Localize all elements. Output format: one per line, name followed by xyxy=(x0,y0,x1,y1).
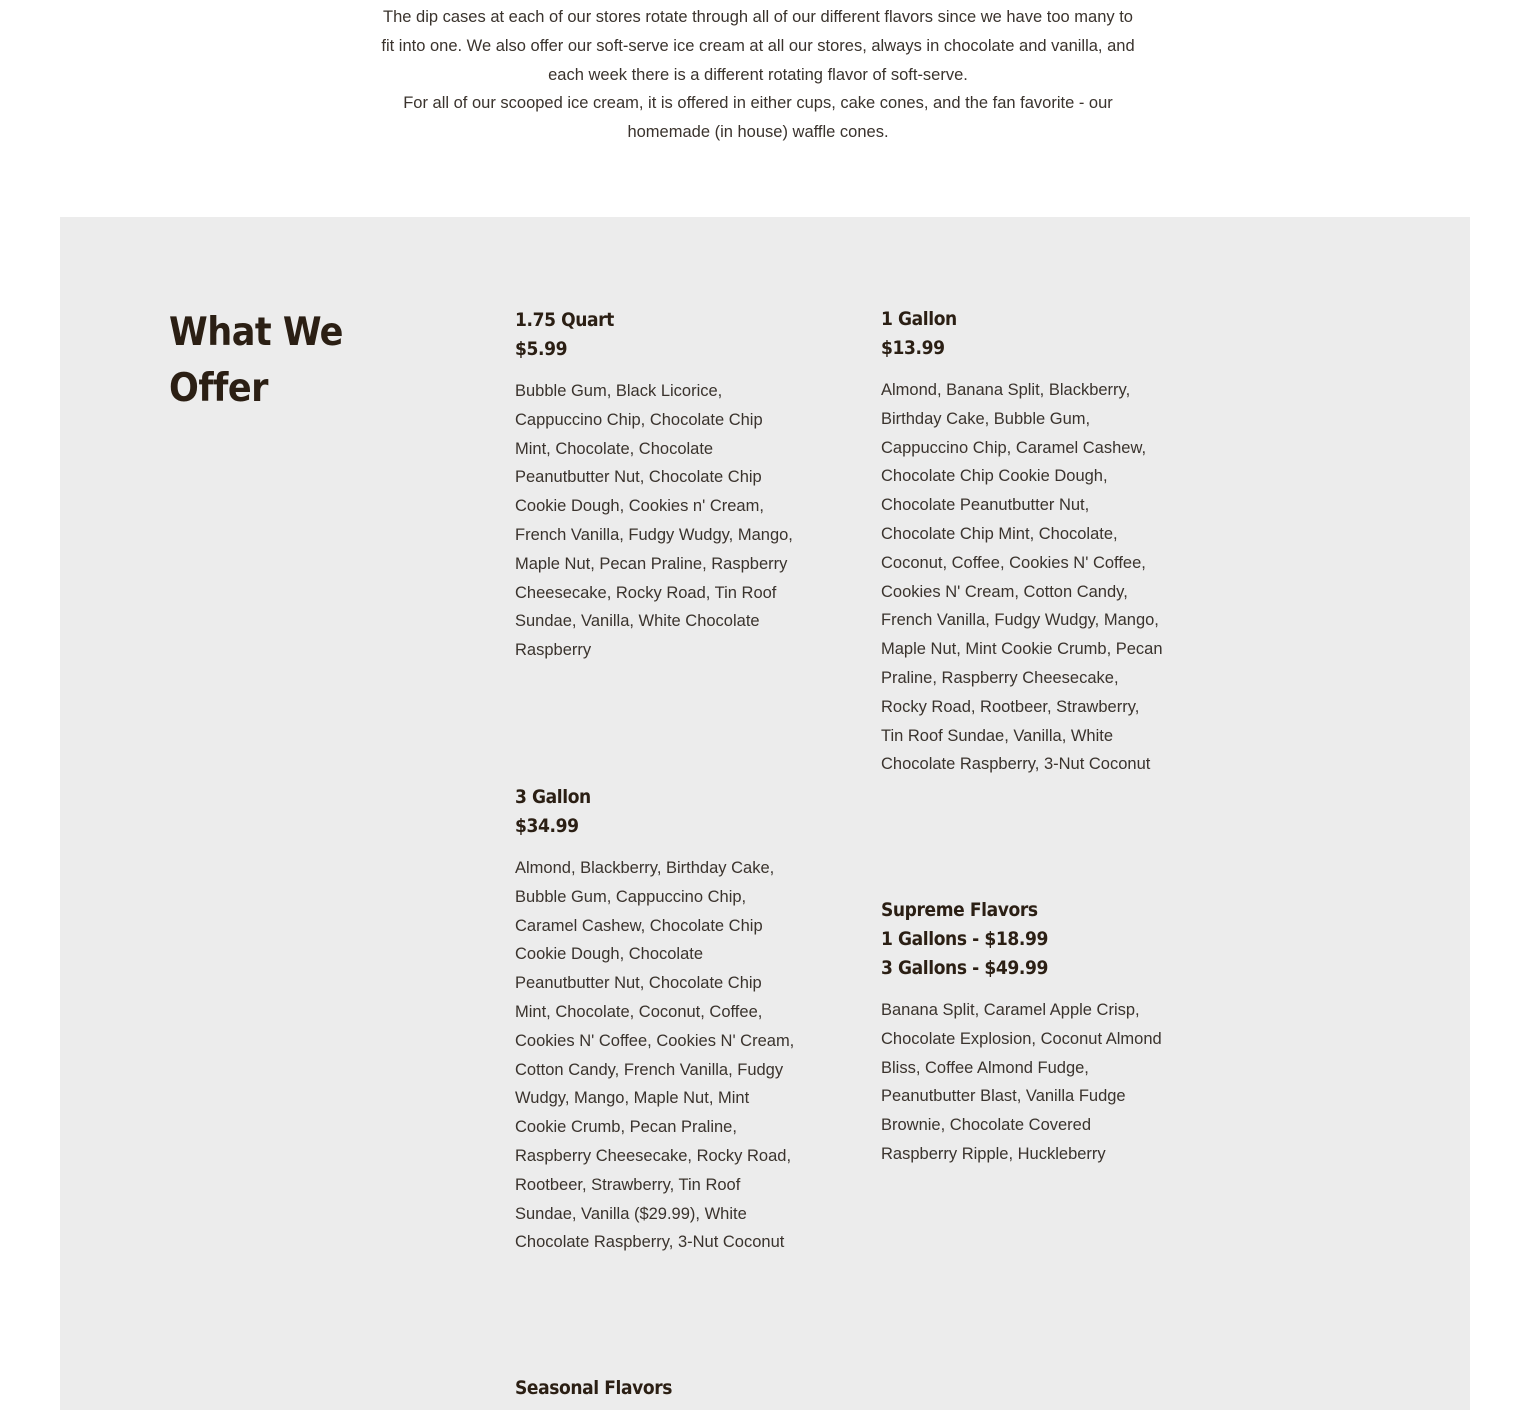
product-card-1-gallon xyxy=(881,304,1163,779)
card-price: 3 Gallons - $49.99 xyxy=(881,957,1048,979)
card-flavor-list: Bubble Gum, Black Licorice, Cappuccino Chip, Chocolate Chip Mint, Chocolate, Chocolate Peanutbutter Nut, Chocolate Chip Cookie Dough, Cookies n' Cream, French Vanilla, Fudgy Wudgy, Mango, Maple Nut, Pecan Praline, Raspberry Cheesecake, Rocky Road, Tin Roof Sundae, Vanilla, White Chocolate Raspberry xyxy=(515,382,793,660)
intro-text xyxy=(380,3,1136,147)
card-price: $5.99 xyxy=(515,338,568,360)
product-card-quart xyxy=(515,305,797,665)
card-price: $34.99 xyxy=(515,815,579,837)
product-card-supreme xyxy=(881,895,1163,1169)
card-heading: 1 Gallon xyxy=(881,308,957,330)
card-heading: Supreme Flavors xyxy=(881,899,1038,921)
card-heading: 1.75 Quart xyxy=(515,309,614,331)
card-flavor-list: Almond, Blackberry, Birthday Cake, Bubble Gum, Cappuccino Chip, Caramel Cashew, Chocolate Chip Cookie Dough, Chocolate Peanutbutter Nut, Chocolate Chip Mint, Chocolate, Coconut, Coffee, Cookies N' Coffee, Cookies N' Cream, Cotton Candy, French Vanilla, Fudgy Wudgy, Mango, Maple Nut, Mint Cookie Crumb, Pecan Praline, Raspberry Cheesecake, Rocky Road, Rootbeer, Strawberry, Tin Roof Sundae, Vanilla ($29.99), White Chocolate Raspberry, 3-Nut Coconut xyxy=(515,859,795,1252)
card-flavor-list: Banana Split, Caramel Apple Crisp, Chocolate Explosion, Coconut Almond Bliss, Coffee Almond Fudge, Peanutbutter Blast, Vanilla Fudge Brownie, Chocolate Covered Raspberry Ripple, Huckleberry xyxy=(881,1001,1162,1163)
card-price: 1 Gallons - $18.99 xyxy=(881,928,1048,950)
card-heading: Seasonal Flavors xyxy=(515,1377,673,1399)
what-we-offer-section xyxy=(60,217,1470,1410)
intro-paragraph: For all of our scooped ice cream, it is offered in either cups, cake cones, and the fan favorite - our homemade (in house) waffle cones. xyxy=(403,94,1113,142)
product-card-seasonal xyxy=(515,1373,797,1403)
card-flavor-list: Almond, Banana Split, Blackberry, Birthday Cake, Bubble Gum, Cappuccino Chip, Caramel Cashew, Chocolate Chip Cookie Dough, Chocolate Peanutbutter Nut, Chocolate Chip Mint, Chocolate, Coconut, Coffee, Cookies N' Coffee, Cookies N' Cream, Cotton Candy, French Vanilla, Fudgy Wudgy, Mango, Maple Nut, Mint Cookie Crumb, Pecan Praline, Raspberry Cheesecake, Rocky Road, Rootbeer, Strawberry, Tin Roof Sundae, Vanilla, White Chocolate Raspberry, 3-Nut Coconut xyxy=(881,381,1163,774)
section-title: What We Offer xyxy=(169,310,343,411)
card-heading: 3 Gallon xyxy=(515,786,591,808)
product-card-3-gallon xyxy=(515,782,797,1257)
intro-paragraph: The dip cases at each of our stores rotate through all of our different flavors since we have too many to fit into one. We also offer our soft-serve ice cream at all our stores, always in chocolate and vanilla, and each week there is a different rotating flavor of soft-serve. xyxy=(381,8,1135,84)
card-price: $13.99 xyxy=(881,337,945,359)
